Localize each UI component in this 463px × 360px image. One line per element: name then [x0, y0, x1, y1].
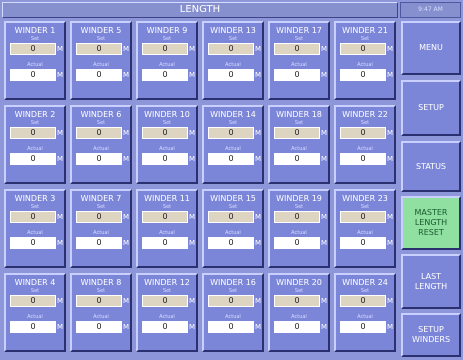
winder-name: WINDER 16 — [210, 278, 256, 287]
set-label: Set — [360, 120, 370, 126]
set-label: Set — [30, 288, 40, 294]
set-unit-label: M — [387, 297, 394, 305]
set-unit-label: M — [189, 213, 196, 221]
set-length-field[interactable]: 0 — [208, 43, 254, 55]
set-label: Set — [228, 120, 238, 126]
set-unit-label: M — [255, 213, 262, 221]
actual-unit-label: M — [123, 155, 130, 163]
winder-card — [4, 273, 66, 352]
page-title: LENGTH — [2, 2, 398, 18]
set-label: Set — [96, 288, 106, 294]
set-label: Set — [228, 36, 238, 42]
set-length-field[interactable]: 0 — [340, 43, 386, 55]
actual-label: Actual — [27, 62, 43, 68]
winder-name: WINDER 23 — [342, 194, 388, 203]
set-unit-label: M — [387, 129, 394, 137]
set-length-field[interactable]: 0 — [76, 211, 122, 223]
set-length-field[interactable]: 0 — [340, 211, 386, 223]
winder-name: WINDER 10 — [144, 110, 190, 119]
actual-length-field: 0 — [142, 153, 188, 165]
actual-length-field: 0 — [274, 153, 320, 165]
set-length-field[interactable]: 0 — [274, 211, 320, 223]
menu-button[interactable]: MENU — [401, 21, 461, 75]
winder-card — [202, 189, 264, 268]
winder-name: WINDER 17 — [276, 26, 322, 35]
winder-name: WINDER 14 — [210, 110, 256, 119]
set-unit-label: M — [123, 129, 130, 137]
set-length-field[interactable]: 0 — [10, 211, 56, 223]
set-unit-label: M — [387, 45, 394, 53]
set-unit-label: M — [255, 45, 262, 53]
actual-length-field: 0 — [10, 321, 56, 333]
winder-card — [70, 189, 132, 268]
winder-card — [268, 21, 330, 100]
winder-card — [136, 273, 198, 352]
last-length-button[interactable]: LAST LENGTH — [401, 254, 461, 309]
set-label: Set — [360, 36, 370, 42]
winder-name: WINDER 15 — [210, 194, 256, 203]
set-length-field[interactable]: 0 — [274, 295, 320, 307]
clock-readout: 9:47 AM — [400, 2, 461, 18]
set-label: Set — [30, 120, 40, 126]
winder-card — [202, 21, 264, 100]
actual-unit-label: M — [123, 239, 130, 247]
actual-length-field: 0 — [340, 153, 386, 165]
actual-length-field: 0 — [76, 69, 122, 81]
winder-grid — [4, 21, 396, 358]
set-label: Set — [162, 120, 172, 126]
actual-unit-label: M — [57, 323, 64, 331]
set-unit-label: M — [321, 129, 328, 137]
actual-length-field: 0 — [208, 153, 254, 165]
set-unit-label: M — [57, 45, 64, 53]
actual-unit-label: M — [189, 71, 196, 79]
winder-card — [136, 21, 198, 100]
actual-label: Actual — [291, 314, 307, 320]
set-label: Set — [294, 120, 304, 126]
actual-length-field: 0 — [274, 321, 320, 333]
set-label: Set — [96, 204, 106, 210]
actual-label: Actual — [159, 146, 175, 152]
winder-name: WINDER 8 — [80, 278, 122, 287]
actual-length-field: 0 — [142, 237, 188, 249]
set-unit-label: M — [387, 213, 394, 221]
set-length-field[interactable]: 0 — [142, 127, 188, 139]
winder-name: WINDER 24 — [342, 278, 388, 287]
actual-unit-label: M — [255, 323, 262, 331]
winder-name: WINDER 19 — [276, 194, 322, 203]
winder-card — [334, 273, 396, 352]
set-label: Set — [294, 36, 304, 42]
set-unit-label: M — [189, 297, 196, 305]
actual-unit-label: M — [57, 71, 64, 79]
winder-card — [4, 105, 66, 184]
set-label: Set — [294, 204, 304, 210]
set-unit-label: M — [123, 45, 130, 53]
actual-label: Actual — [225, 146, 241, 152]
set-unit-label: M — [255, 129, 262, 137]
actual-label: Actual — [27, 314, 43, 320]
set-label: Set — [162, 288, 172, 294]
winder-card — [70, 21, 132, 100]
actual-unit-label: M — [387, 323, 394, 331]
actual-length-field: 0 — [340, 69, 386, 81]
actual-length-field: 0 — [142, 69, 188, 81]
winder-card — [4, 21, 66, 100]
winder-name: WINDER 12 — [144, 278, 190, 287]
actual-unit-label: M — [321, 71, 328, 79]
actual-label: Actual — [225, 314, 241, 320]
set-length-field[interactable]: 0 — [10, 43, 56, 55]
actual-unit-label: M — [321, 155, 328, 163]
actual-length-field: 0 — [76, 321, 122, 333]
winder-name: WINDER 21 — [342, 26, 388, 35]
actual-unit-label: M — [255, 239, 262, 247]
setup-winders-button[interactable]: SETUP WINDERS — [401, 313, 461, 357]
actual-unit-label: M — [189, 239, 196, 247]
actual-label: Actual — [93, 62, 109, 68]
set-unit-label: M — [57, 213, 64, 221]
set-length-field[interactable]: 0 — [274, 127, 320, 139]
actual-unit-label: M — [57, 155, 64, 163]
actual-length-field: 0 — [10, 237, 56, 249]
winder-name: WINDER 9 — [146, 26, 188, 35]
actual-length-field: 0 — [208, 321, 254, 333]
set-length-field[interactable]: 0 — [76, 295, 122, 307]
winder-name: WINDER 6 — [80, 110, 122, 119]
set-unit-label: M — [123, 297, 130, 305]
set-label: Set — [294, 288, 304, 294]
actual-label: Actual — [357, 314, 373, 320]
actual-label: Actual — [357, 62, 373, 68]
winder-card — [202, 273, 264, 352]
winder-card — [268, 189, 330, 268]
actual-length-field: 0 — [340, 237, 386, 249]
winder-card — [70, 273, 132, 352]
set-label: Set — [162, 36, 172, 42]
actual-length-field: 0 — [274, 69, 320, 81]
actual-label: Actual — [159, 314, 175, 320]
set-length-field[interactable]: 0 — [274, 43, 320, 55]
actual-unit-label: M — [189, 323, 196, 331]
actual-length-field: 0 — [340, 321, 386, 333]
set-length-field[interactable]: 0 — [142, 211, 188, 223]
set-label: Set — [30, 204, 40, 210]
winder-card — [268, 273, 330, 352]
set-length-field[interactable]: 0 — [208, 211, 254, 223]
actual-label: Actual — [27, 146, 43, 152]
set-length-field[interactable]: 0 — [340, 127, 386, 139]
winder-card — [202, 105, 264, 184]
actual-label: Actual — [225, 230, 241, 236]
set-label: Set — [360, 288, 370, 294]
set-label: Set — [30, 36, 40, 42]
winder-name: WINDER 18 — [276, 110, 322, 119]
set-length-field[interactable]: 0 — [10, 295, 56, 307]
set-unit-label: M — [321, 45, 328, 53]
set-unit-label: M — [255, 297, 262, 305]
actual-label: Actual — [291, 230, 307, 236]
actual-length-field: 0 — [142, 321, 188, 333]
actual-unit-label: M — [321, 239, 328, 247]
set-length-field[interactable]: 0 — [76, 43, 122, 55]
actual-unit-label: M — [255, 155, 262, 163]
winder-name: WINDER 2 — [14, 110, 56, 119]
winder-card — [334, 21, 396, 100]
actual-label: Actual — [27, 230, 43, 236]
setup-button[interactable]: SETUP — [401, 80, 461, 136]
winder-card — [4, 189, 66, 268]
winder-card — [334, 189, 396, 268]
actual-label: Actual — [357, 230, 373, 236]
actual-unit-label: M — [255, 71, 262, 79]
actual-length-field: 0 — [76, 237, 122, 249]
actual-label: Actual — [93, 314, 109, 320]
actual-unit-label: M — [123, 71, 130, 79]
winder-card — [136, 105, 198, 184]
winder-name: WINDER 1 — [14, 26, 56, 35]
winder-card — [334, 105, 396, 184]
set-unit-label: M — [57, 129, 64, 137]
actual-length-field: 0 — [208, 69, 254, 81]
set-unit-label: M — [57, 297, 64, 305]
actual-label: Actual — [225, 62, 241, 68]
actual-unit-label: M — [57, 239, 64, 247]
winder-name: WINDER 11 — [144, 194, 190, 203]
actual-label: Actual — [291, 146, 307, 152]
winder-card — [70, 105, 132, 184]
set-unit-label: M — [321, 297, 328, 305]
set-length-field[interactable]: 0 — [208, 127, 254, 139]
actual-unit-label: M — [123, 323, 130, 331]
winder-name: WINDER 20 — [276, 278, 322, 287]
actual-length-field: 0 — [274, 237, 320, 249]
set-unit-label: M — [321, 213, 328, 221]
actual-label: Actual — [93, 146, 109, 152]
set-label: Set — [96, 120, 106, 126]
actual-label: Actual — [93, 230, 109, 236]
master-length-reset-button[interactable]: MASTER LENGTH RESET — [401, 196, 461, 250]
actual-label: Actual — [159, 62, 175, 68]
winder-name: WINDER 5 — [80, 26, 122, 35]
set-label: Set — [96, 36, 106, 42]
winder-card — [136, 189, 198, 268]
set-label: Set — [228, 204, 238, 210]
actual-unit-label: M — [387, 239, 394, 247]
actual-unit-label: M — [321, 323, 328, 331]
set-unit-label: M — [189, 129, 196, 137]
actual-length-field: 0 — [10, 69, 56, 81]
actual-unit-label: M — [387, 71, 394, 79]
set-label: Set — [228, 288, 238, 294]
winder-name: WINDER 22 — [342, 110, 388, 119]
winder-name: WINDER 7 — [80, 194, 122, 203]
set-label: Set — [360, 204, 370, 210]
actual-length-field: 0 — [208, 237, 254, 249]
set-unit-label: M — [123, 213, 130, 221]
actual-label: Actual — [357, 146, 373, 152]
set-length-field[interactable]: 0 — [142, 295, 188, 307]
set-length-field[interactable]: 0 — [208, 295, 254, 307]
set-label: Set — [162, 204, 172, 210]
actual-unit-label: M — [387, 155, 394, 163]
actual-label: Actual — [291, 62, 307, 68]
winder-name: WINDER 13 — [210, 26, 256, 35]
set-length-field[interactable]: 0 — [142, 43, 188, 55]
set-length-field[interactable]: 0 — [10, 127, 56, 139]
winder-card — [268, 105, 330, 184]
status-button[interactable]: STATUS — [401, 141, 461, 192]
winder-name: WINDER 3 — [14, 194, 56, 203]
actual-length-field: 0 — [10, 153, 56, 165]
set-unit-label: M — [189, 45, 196, 53]
set-length-field[interactable]: 0 — [340, 295, 386, 307]
actual-length-field: 0 — [76, 153, 122, 165]
winder-name: WINDER 4 — [14, 278, 56, 287]
set-length-field[interactable]: 0 — [76, 127, 122, 139]
actual-unit-label: M — [189, 155, 196, 163]
actual-label: Actual — [159, 230, 175, 236]
